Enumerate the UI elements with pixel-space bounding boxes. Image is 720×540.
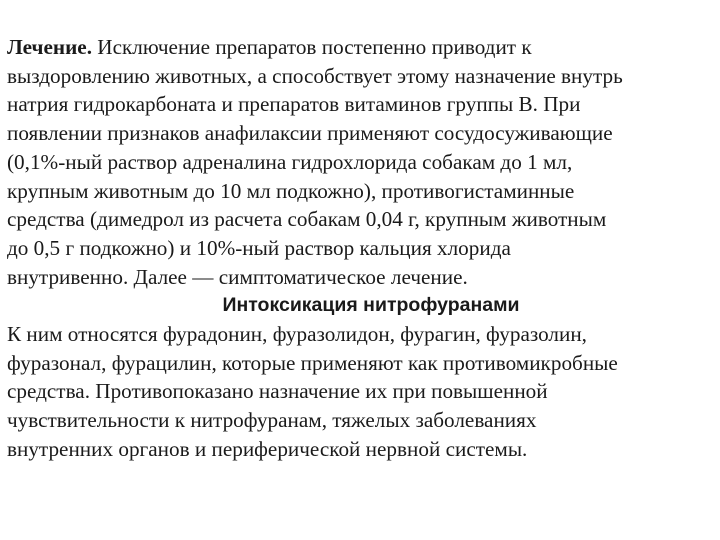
treatment-paragraph-line: появлении признаков анафилаксии применяют сосудосуживающие [7, 121, 613, 146]
treatment-paragraph-line-1 [7, 33, 715, 62]
treatment-text: Исключение препаратов постепенно приводит к [92, 35, 532, 59]
treatment-paragraph-line: выздоровлению животных, а способствует этому назначение внутрь [7, 63, 623, 88]
treatment-term: Лечение. [7, 35, 92, 59]
nitrofuran-paragraph-line: чувствительности к нитрофуранам, тяжелых заболеваниях [7, 408, 537, 433]
nitrofuran-paragraph-line: фуразонал, фурацилин, которые применяют как противомикробные [7, 350, 618, 375]
treatment-paragraph-line: до 0,5 г подкожно) и 10%-ный раствор кальция хлорида [7, 235, 511, 260]
treatment-paragraph-line: натрия гидрокарбоната и препаратов витаминов группы В. При [7, 92, 581, 117]
treatment-paragraph-line: крупным животным до 10 мл подкожно), противогистаминные [7, 178, 575, 203]
treatment-paragraph-line: средства (димедрол из расчета собакам 0,04 г, крупным животным [7, 207, 607, 232]
document-body [7, 33, 715, 464]
section-heading: Интоксикация нитрофуранами [222, 294, 520, 317]
nitrofuran-paragraph-line: внутренних органов и периферической нервной системы. [7, 436, 528, 461]
nitrofuran-paragraph-line: средства. Противопоказано назначение их при повышенной [7, 379, 548, 404]
treatment-paragraph-line: внутривенно. Далее — симптоматическое лечение. [7, 264, 468, 289]
treatment-paragraph-line: (0,1%-ный раствор адреналина гидрохлорида собакам до 1 мл, [7, 149, 573, 174]
nitrofuran-paragraph-line: К ним относятся фурадонин, фуразолидон, фурагин, фуразолин, [7, 322, 587, 347]
